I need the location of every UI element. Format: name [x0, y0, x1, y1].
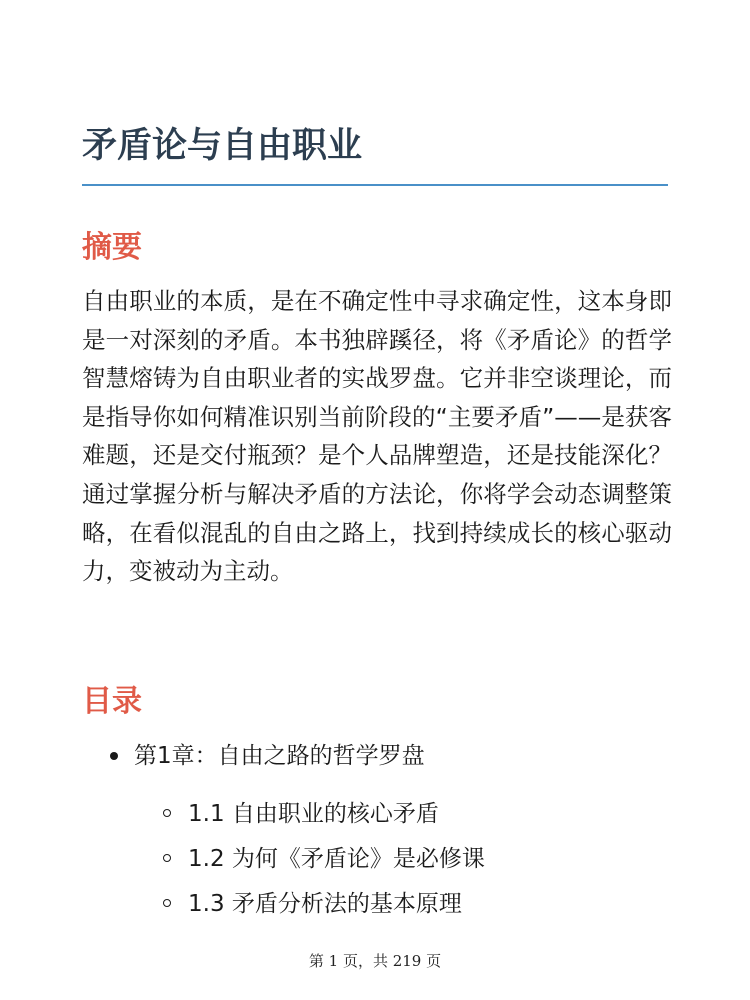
page-number-footer: 第 1 页，共 219 页 — [308, 952, 442, 970]
toc-section-label: 1.2 为何《矛盾论》是必修课 — [188, 846, 485, 872]
bullet-circle-icon — [163, 854, 171, 862]
toc-chapter-label: 第1章：自由之路的哲学罗盘 — [134, 743, 425, 769]
abstract-heading: 摘要 — [82, 230, 142, 265]
toc-section-item[interactable] — [163, 796, 439, 832]
toc-chapter-item[interactable] — [110, 738, 425, 774]
toc-section-label: 1.1 自由职业的核心矛盾 — [188, 801, 439, 827]
toc-heading: 目录 — [82, 684, 142, 719]
bullet-dot-icon — [110, 752, 118, 760]
toc-section-label: 1.3 矛盾分析法的基本原理 — [188, 891, 462, 917]
toc-section-item[interactable] — [163, 841, 485, 877]
toc-section-item[interactable] — [163, 886, 462, 922]
bullet-circle-icon — [163, 899, 171, 907]
bullet-circle-icon — [163, 809, 171, 817]
abstract-paragraph: 自由职业的本质，是在不确定性中寻求确定性，这本身即是一对深刻的矛盾。本书独辟蹊径，将《矛盾论》的哲学智慧熔铸为自由职业者的实战罗盘。它并非空谈理论，而是指导你如何精准识别当前阶段的“主要矛盾”——是获客难题，还是交付瓶颈？是个人品牌塑造，还是技能深化？通过掌握分析与解决矛盾的方法论，你将学会动态调整策略，在看似混乱的自由之路上，找到持续成长的核心驱动力，变被动为主动。 — [82, 287, 672, 586]
title-divider — [82, 184, 668, 186]
page-title: 矛盾论与自由职业 — [82, 126, 363, 166]
